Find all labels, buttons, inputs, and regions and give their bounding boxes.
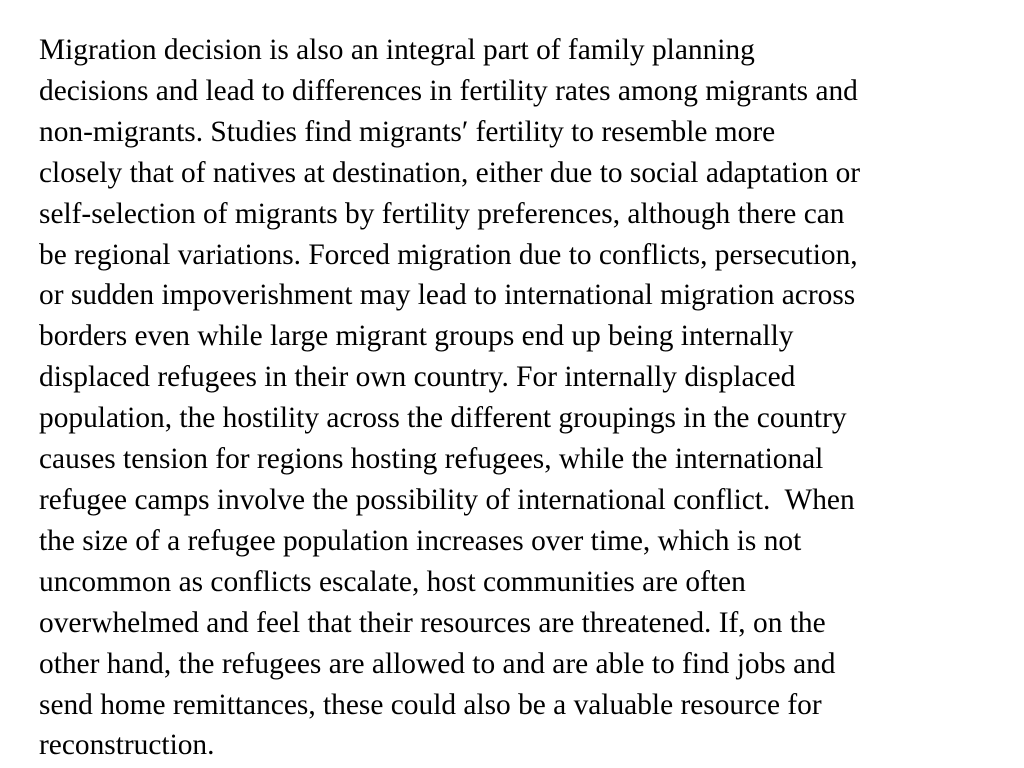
paragraph-line: self-selection of migrants by fertility preferences, although there can: [39, 197, 845, 230]
paragraph-line: closely that of natives at destination, either due to social adaptation or: [39, 156, 861, 189]
paragraph-line: population, the hostility across the different groupings in the country: [39, 402, 847, 435]
paragraph-line: be regional variations. Forced migration due to conflicts, persecution,: [39, 238, 858, 271]
paragraph-line: uncommon as conflicts escalate, host communities are often: [39, 565, 746, 598]
paragraph-line: or sudden impoverishment may lead to international migration across: [39, 279, 856, 312]
paragraph-line: other hand, the refugees are allowed to and are able to find jobs and: [39, 647, 836, 680]
paragraph-line: non-migrants. Studies find migrants′ fertility to resemble more: [39, 115, 776, 148]
paragraph-line: send home remittances, these could also be a valuable resource for: [39, 688, 822, 721]
paragraph-line: refugee camps involve the possibility of international conflict. When: [39, 483, 855, 516]
paragraph-line: Migration decision is also an integral part of family planning: [39, 34, 755, 66]
body-paragraph: [39, 30, 1014, 766]
paragraph-line: causes tension for regions hosting refugees, while the international: [39, 443, 824, 476]
paragraph-line: borders even while large migrant groups end up being internally: [39, 320, 794, 353]
paragraph-line: decisions and lead to differences in fertility rates among migrants and: [39, 74, 858, 107]
paragraph-line: reconstruction.: [39, 729, 215, 762]
paragraph-line: the size of a refugee population increases over time, which is not: [39, 524, 802, 557]
paragraph-line: overwhelmed and feel that their resources are threatened. If, on the: [39, 606, 826, 639]
paragraph-line: displaced refugees in their own country. For internally displaced: [39, 361, 796, 394]
